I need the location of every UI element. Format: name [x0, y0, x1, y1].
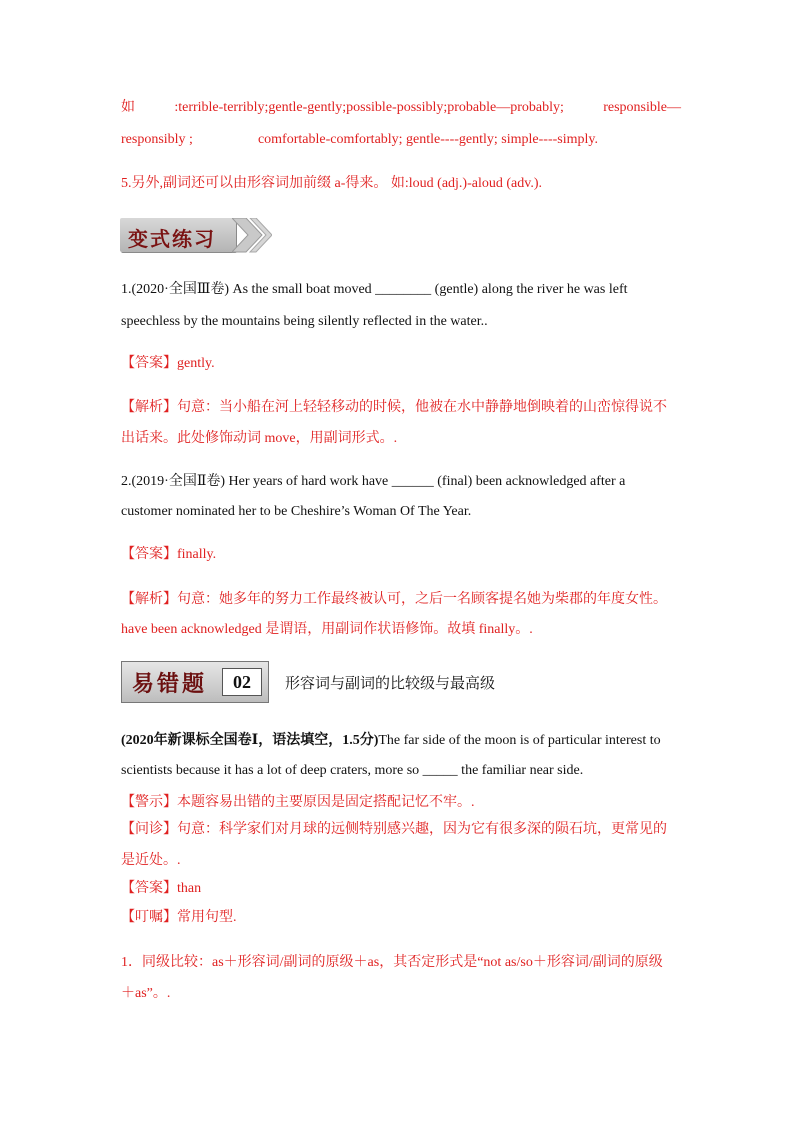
intro-line-1-part-1: 如: [121, 100, 135, 115]
practice-banner-label: 变式练习: [128, 227, 216, 251]
intro-line-1-part-2: :terrible-terribly;gentle-gently;possible-possibly;probable—probably;: [174, 100, 564, 115]
q3-source: (2020年新课标全国卷Ⅰ，语法填空，1.5分): [121, 733, 379, 748]
q1-line-1: 1.(2020·全国Ⅲ卷) As the small boat moved ________ (gentle) along the river he was left: [121, 282, 628, 297]
q1-line-2: speechless by the mountains being silently reflected in the water..: [121, 314, 488, 329]
q2-line-1: 2.(2019·全国Ⅱ卷) Her years of hard work have ______ (final) been acknowledged after a: [121, 474, 626, 489]
q3-line-1: [121, 731, 681, 751]
intro-line-2-part-2: comfortable-comfortably; gentle----gently; simple----simply.: [257, 132, 598, 147]
intro-line-2: [121, 130, 681, 150]
q1-analysis-line-1: 【解析】句意：当小船在河上轻轻移动的时候，他被在水中静静地倒映着的山峦惊得说不: [121, 400, 667, 415]
error-prone-number: 02: [222, 668, 262, 696]
practice-banner-box: [120, 218, 236, 252]
error-prone-label: 易错题: [132, 671, 208, 697]
intro-point-5: 5.另外,副词还可以由形容词加前缀 a-得来。 如:loud (adj.)-aloud (adv.).: [121, 176, 542, 191]
q2-analysis-line-1: 【解析】句意：她多年的努力工作最终被认可，之后一名顾客提名她为柴郡的年度女性。: [121, 592, 667, 607]
intro-line-1-part-3: responsible—: [603, 100, 681, 115]
q2-analysis-line-2: have been acknowledged 是谓语，用副词作状语修饰。故填 finally。.: [121, 622, 533, 637]
practice-banner: [120, 218, 272, 254]
rule-1-line-1: 1．同级比较：as＋形容词/副词的原级＋as，其否定形式是“not as/so＋形容词/副词的原级: [121, 955, 663, 970]
q1-answer: 【答案】gently.: [121, 356, 215, 371]
q3-tip: 【叮嘱】常用句型.: [121, 910, 237, 925]
intro-line-1: [121, 98, 681, 118]
q3-diagnosis-line-1: 【问诊】句意：科学家们对月球的远侧特别感兴趣，因为它有很多深的陨石坑，更常见的: [121, 822, 667, 837]
q2-line-2: customer nominated her to be Cheshire’s Woman Of The Year.: [121, 504, 472, 519]
q3-line-1-text: The far side of the moon is of particular interest to: [378, 733, 661, 748]
rule-1-line-2: ＋as”。.: [121, 986, 171, 1001]
intro-line-2-part-1: responsibly ;: [121, 132, 193, 147]
chevron-right-icon: [232, 218, 272, 254]
q3-warning: 【警示】本题容易出错的主要原因是固定搭配记忆不牢。.: [121, 795, 475, 810]
error-prone-title: 形容词与副词的比较级与最高级: [285, 674, 496, 692]
q1-analysis-line-2: 出话来。此处修饰动词 move，用副词形式。.: [121, 431, 398, 446]
q3-answer: 【答案】than: [121, 881, 202, 896]
q3-line-2: scientists because it has a lot of deep craters, more so _____ the familiar near side.: [121, 763, 584, 778]
q3-diagnosis-line-2: 是近处。.: [121, 853, 181, 868]
q2-answer: 【答案】finally.: [121, 547, 217, 562]
error-prone-banner: [121, 661, 269, 703]
